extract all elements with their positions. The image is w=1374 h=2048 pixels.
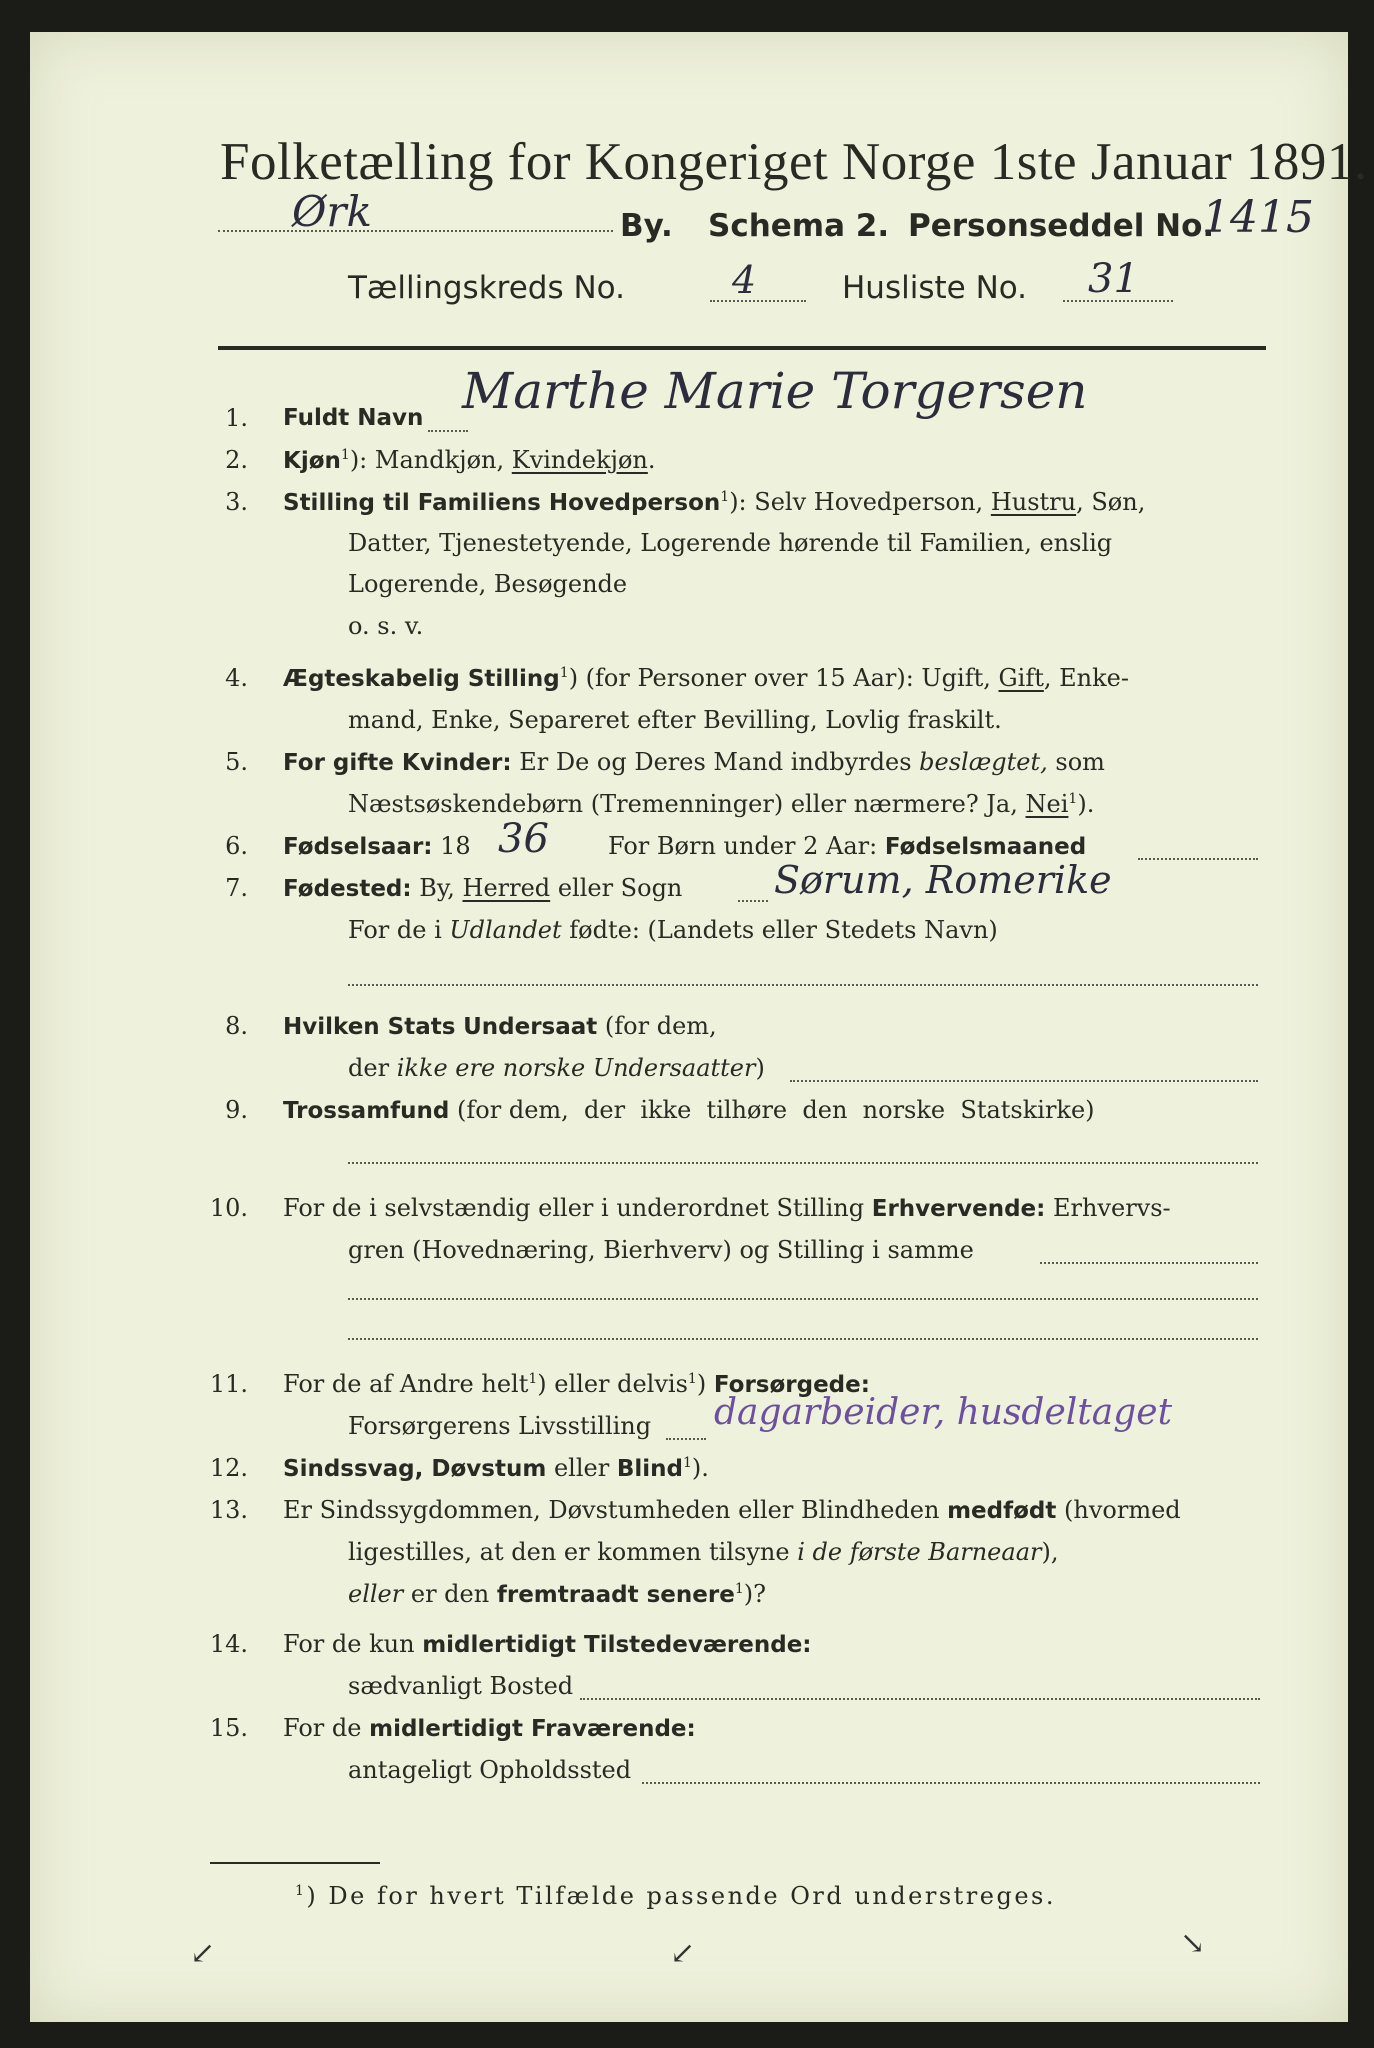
city-dotted-line — [218, 230, 613, 232]
q2-label: Kjøn — [283, 448, 341, 474]
footnote-sup: 1 — [295, 1883, 307, 1899]
q13-line3 — [348, 1580, 766, 1608]
q15-line2: antageligt Opholdssted — [348, 1756, 632, 1784]
q1-dotted-line — [428, 430, 468, 432]
q14-text: For de kun — [283, 1630, 415, 1658]
q10-text-a: For de i selvstændig eller i underordnet Stilling — [283, 1194, 865, 1222]
q4-line1a: ) (for Personer over 15 Aar): Ugift, — [568, 664, 991, 692]
q13-text-b: (hvormed — [1064, 1496, 1181, 1524]
q11-sup: 1 — [528, 1371, 538, 1387]
q12-sup: 1 — [682, 1455, 692, 1471]
q5-line2b: ). — [1077, 790, 1095, 818]
q11-answer-occupation: dagarbeider, husdeltaget — [714, 1392, 1173, 1433]
q7-text-a: By, — [419, 874, 455, 902]
q8-line2i: ikke ere norske Undersaatter — [396, 1054, 756, 1082]
kreds-number: 4 — [732, 258, 757, 302]
q15-text: For de — [283, 1714, 362, 1742]
q3-option-hustru: Hustru — [990, 488, 1077, 516]
q11-text-b: ) eller delvis — [537, 1370, 688, 1398]
q7-line2 — [348, 916, 998, 944]
q13-line2i: i de første Barneaar — [797, 1538, 1042, 1566]
q5-option-nei: Nei — [1025, 790, 1069, 818]
q6-prefix: 18 — [440, 832, 471, 860]
city-handwritten: Ørk — [292, 187, 372, 236]
q8-label-b: Undersaat — [463, 1014, 598, 1040]
q7-label: Fødested: — [283, 876, 412, 902]
header-separator — [218, 346, 1266, 350]
q6-children — [608, 832, 1086, 860]
q2-line — [283, 446, 655, 474]
q7-number: 7. — [225, 874, 248, 902]
q6-label: Fødselsaar: — [283, 834, 433, 860]
q13-line2b: ), — [1041, 1538, 1059, 1566]
q7-dotted-line — [738, 900, 768, 902]
q14-line2: sædvanligt Bosted — [348, 1672, 574, 1700]
q9-number: 9. — [225, 1096, 248, 1124]
q8-line1 — [283, 1012, 717, 1040]
q10-line2: gren (Hovednæring, Bierhverv) og Stilling i samme — [348, 1236, 974, 1264]
q1-number: 1. — [225, 404, 248, 432]
q5-sup: 1 — [1068, 791, 1078, 807]
q7-line2i: Udlandet — [449, 916, 562, 944]
q3-number: 3. — [225, 488, 248, 516]
q11-label: Forsørgede: — [713, 1372, 870, 1398]
q10-dotted-line-3 — [348, 1338, 1258, 1340]
q15-number: 15. — [209, 1714, 248, 1742]
q13-line3b: fremtraadt senere — [496, 1582, 735, 1608]
q11-sup2: 1 — [687, 1371, 697, 1387]
q10-dotted-line — [1040, 1262, 1258, 1264]
kreds-dotted-line — [710, 300, 806, 302]
q7-dotted-line-2 — [348, 984, 1258, 986]
q5-line2 — [348, 790, 1094, 818]
q11-text-c: ) — [696, 1370, 707, 1398]
q13-line2a: ligestilles, at den er kommen tilsyne — [348, 1538, 790, 1566]
q5-line2a: Næstsøskendebørn (Tremenninger) eller nærmere? Ja, — [348, 790, 1018, 818]
q5-line1a: Er De og Deres Mand indbyrdes — [519, 748, 912, 776]
q1-answer-name: Marthe Marie Torgersen — [462, 362, 1088, 420]
kreds-label: Tællingskreds No. — [348, 270, 625, 306]
q2-text: ): Mandkjøn, — [349, 446, 505, 474]
q14-number: 14. — [209, 1630, 248, 1658]
husliste-number: 31 — [1088, 256, 1139, 302]
form-title: Folketælling for Kongeriget Norge 1ste Januar 1891. — [220, 133, 1368, 191]
q8-dotted-line — [790, 1080, 1258, 1082]
q8-line2 — [348, 1054, 765, 1082]
q15-label: midlertidigt Fraværende: — [369, 1716, 696, 1742]
q4-number: 4. — [225, 664, 248, 692]
q12-line — [283, 1454, 709, 1482]
q13-line1 — [283, 1496, 1181, 1524]
q12-text: eller — [553, 1454, 610, 1482]
q2-option-kvindekjon: Kvindekjøn — [511, 446, 648, 474]
q7-line2a: For de i — [348, 916, 442, 944]
q11-text-a: For de af Andre helt — [283, 1370, 529, 1398]
q5-line1i: beslægtet, — [919, 748, 1048, 776]
corner-mark-left: ↙ — [190, 1936, 216, 1971]
q14-dotted-line — [580, 1698, 1260, 1700]
q5-line1 — [283, 748, 1105, 776]
q4-sup: 1 — [559, 665, 569, 681]
q9-label: Trossamfund — [283, 1098, 450, 1124]
q10-text-b: Erhvervs- — [1052, 1194, 1171, 1222]
personseddel-label: Personseddel No. — [908, 208, 1215, 244]
q4-option-gift: Gift — [998, 664, 1044, 692]
q12-number: 12. — [209, 1454, 248, 1482]
q8-line2a: der — [348, 1054, 390, 1082]
corner-mark-center: ↙ — [670, 1936, 696, 1971]
q15-line1 — [283, 1714, 696, 1742]
q12-label: Sindssvag, Døvstum — [283, 1456, 547, 1482]
footnote — [295, 1882, 1056, 1910]
q3-line1 — [283, 488, 1145, 516]
q4-line1 — [283, 664, 1129, 692]
q1-label: Fuldt Navn — [283, 405, 424, 431]
q8-line2b: ) — [755, 1054, 765, 1082]
husliste-label: Husliste No. — [842, 270, 1028, 306]
q2-end: . — [647, 446, 656, 474]
q4-label: Ægteskabelig Stilling — [283, 666, 560, 692]
q5-number: 5. — [225, 748, 248, 776]
footnote-rule — [210, 1862, 380, 1864]
q11-line2: Forsørgerens Livsstilling — [348, 1412, 652, 1440]
q13-text-a: Er Sindssygdommen, Døvstumheden eller Blindheden — [283, 1496, 940, 1524]
q6-dotted-line — [1138, 858, 1258, 860]
q7-answer-place: Sørum, Romerike — [774, 858, 1112, 902]
q8-text: (for dem, — [604, 1012, 717, 1040]
q3-line3: Logerende, Besøgende — [348, 570, 628, 598]
q3-line1a: ): Selv Hovedperson, — [729, 488, 984, 516]
schema-label: Schema 2. — [708, 208, 890, 244]
q14-label: midlertidigt Tilstedeværende: — [422, 1632, 812, 1658]
q6-answer-year: 36 — [498, 816, 549, 862]
q9-line — [283, 1096, 1095, 1124]
q2-sup: 1 — [340, 447, 350, 463]
q3-line2: Datter, Tjenestetyende, Logerende hørende til Familien, enslig — [348, 529, 1113, 557]
q3-line1b: , Søn, — [1076, 488, 1146, 516]
q13-line3c: )? — [743, 1580, 766, 1608]
q14-line1 — [283, 1630, 812, 1658]
q3-sup: 1 — [720, 489, 730, 505]
by-label: By. — [620, 208, 673, 244]
census-form-page — [30, 32, 1368, 2022]
q10-line1 — [283, 1194, 1171, 1222]
q7-line2b: fødte: (Landets eller Stedets Navn) — [569, 916, 998, 944]
q5-line1b: som — [1055, 748, 1105, 776]
q3-label: Stilling til Familiens Hovedperson — [283, 490, 721, 516]
q12-end: ). — [691, 1454, 709, 1482]
q6-number: 6. — [225, 832, 248, 860]
q13-line2 — [348, 1538, 1058, 1566]
personseddel-number: 1415 — [1202, 192, 1314, 243]
q4-line1b: , Enke- — [1043, 664, 1129, 692]
q13-label: medfødt — [947, 1498, 1057, 1524]
q10-dotted-line-2 — [348, 1298, 1258, 1300]
q10-label: Erhvervende: — [871, 1196, 1046, 1222]
q9-text: (for dem, der ikke tilhøre den norske Statskirke) — [457, 1096, 1095, 1124]
q12-label2: Blind — [616, 1456, 683, 1482]
q13-sup: 1 — [734, 1581, 744, 1597]
q10-number: 10. — [209, 1194, 248, 1222]
q3-line4: o. s. v. — [348, 612, 424, 640]
q8-label-a: Hvilken Stats — [283, 1014, 456, 1040]
corner-mark-right: ↘ — [1180, 1926, 1206, 1961]
q15-dotted-line — [642, 1782, 1260, 1784]
q6-label2: Fødselsmaaned — [884, 834, 1087, 860]
q11-dotted-line — [666, 1438, 706, 1440]
q6-line — [283, 832, 471, 860]
q11-number: 11. — [209, 1370, 248, 1398]
q6-text: For Børn under 2 Aar: — [608, 832, 878, 860]
q7-text-b: eller Sogn — [557, 874, 683, 902]
q2-number: 2. — [225, 446, 248, 474]
q9-dotted-line — [348, 1162, 1258, 1164]
q13-number: 13. — [209, 1496, 248, 1524]
q7-line1 — [283, 874, 682, 902]
q8-number: 8. — [225, 1012, 248, 1040]
q13-line3i: eller — [348, 1580, 404, 1608]
q7-option-herred: Herred — [462, 874, 551, 902]
q5-label: For gifte Kvinder: — [283, 750, 512, 776]
q13-line3a: er den — [410, 1580, 490, 1608]
q4-line2: mand, Enke, Separeret efter Bevilling, Lovlig fraskilt. — [348, 706, 1002, 734]
footnote-text: ) De for hvert Tilfælde passende Ord understreges. — [306, 1882, 1056, 1910]
